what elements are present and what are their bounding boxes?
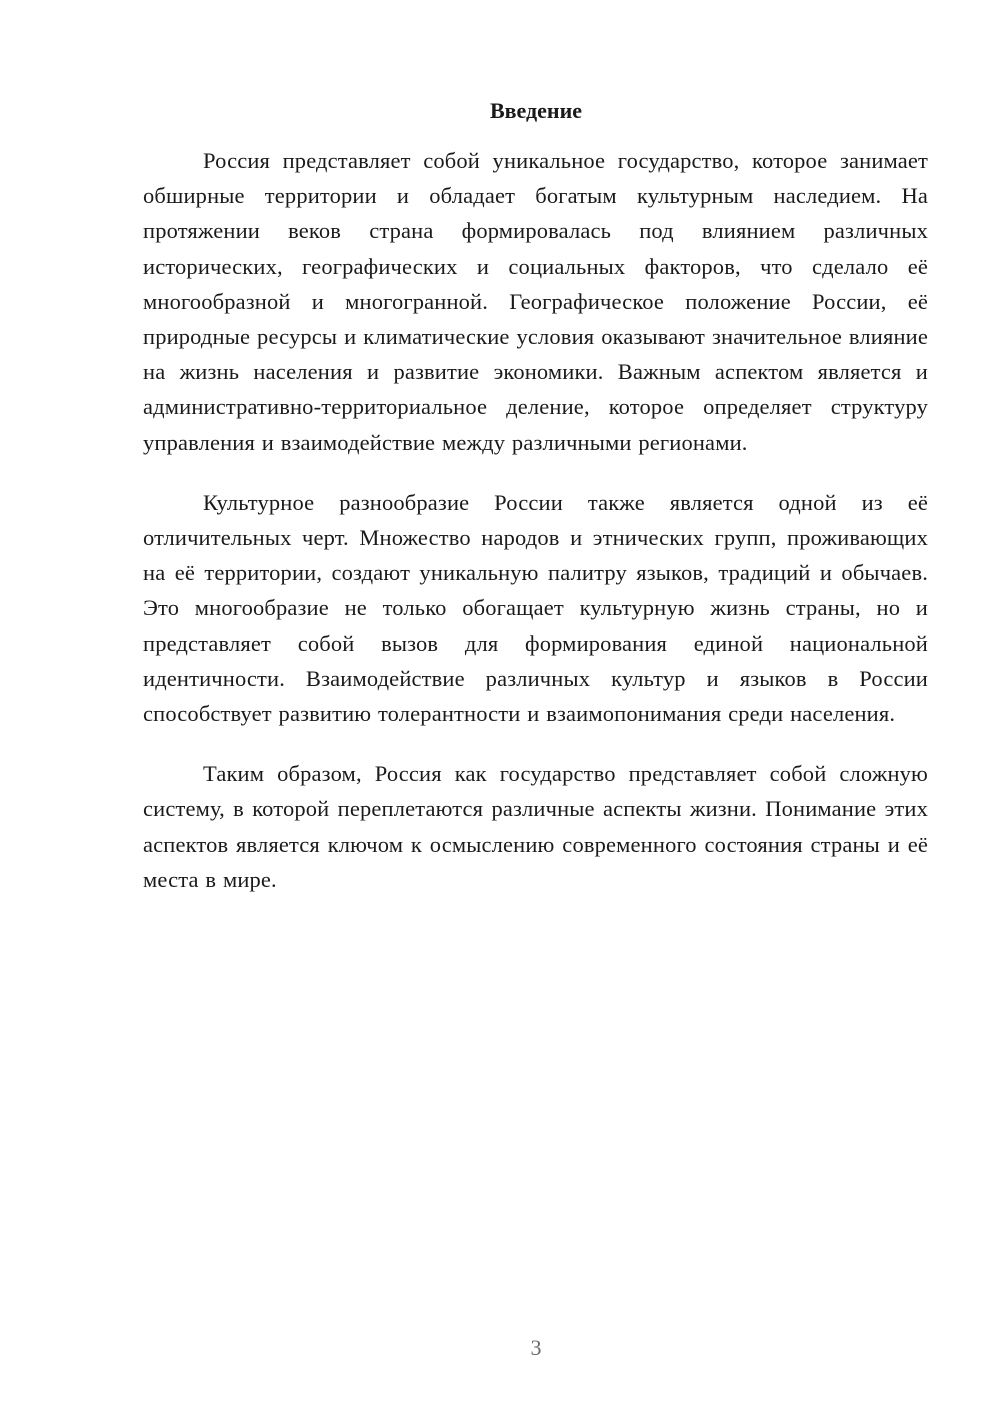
- section-heading: Введение: [489, 98, 583, 123]
- paragraph: Культурное разнообразие России также является одной из её отличительных черт. Множество народов и этнических групп, проживающих на её территории, создают уникальную палитру языков, традиций и обычаев. Это многообразие не только обогащает культурную жизнь страны, но и представляет собой вызов для формирования единой национальной идентичности. Взаимодействие различных культур и языков в России способствует развитию толерантности и взаимопонимания среди населения.: [143, 489, 928, 727]
- paragraph: Таким образом, Россия как государство представляет собой сложную систему, в которой переплетаются различные аспекты жизни. Понимание этих аспектов является ключом к осмыслению современного состояния страны и её места в мире.: [143, 761, 928, 892]
- body-text: [143, 143, 928, 922]
- paragraph: Россия представляет собой уникальное государство, которое занимает обширные территории и обладает богатым культурным наследием. На протяжении веков страна формировалась под влиянием различных исторических, географических и социальных факторов, что сделало её многообразной и многогранной. Географическое положение России, её природные ресурсы и климатические условия оказывают значительное влияние на жизнь населения и развитие экономики. Важным аспектом является и административно-территориальное деление, которое определяет структуру управления и взаимодействие между различными регионами.: [143, 148, 928, 455]
- page-number: 3: [530, 1335, 542, 1360]
